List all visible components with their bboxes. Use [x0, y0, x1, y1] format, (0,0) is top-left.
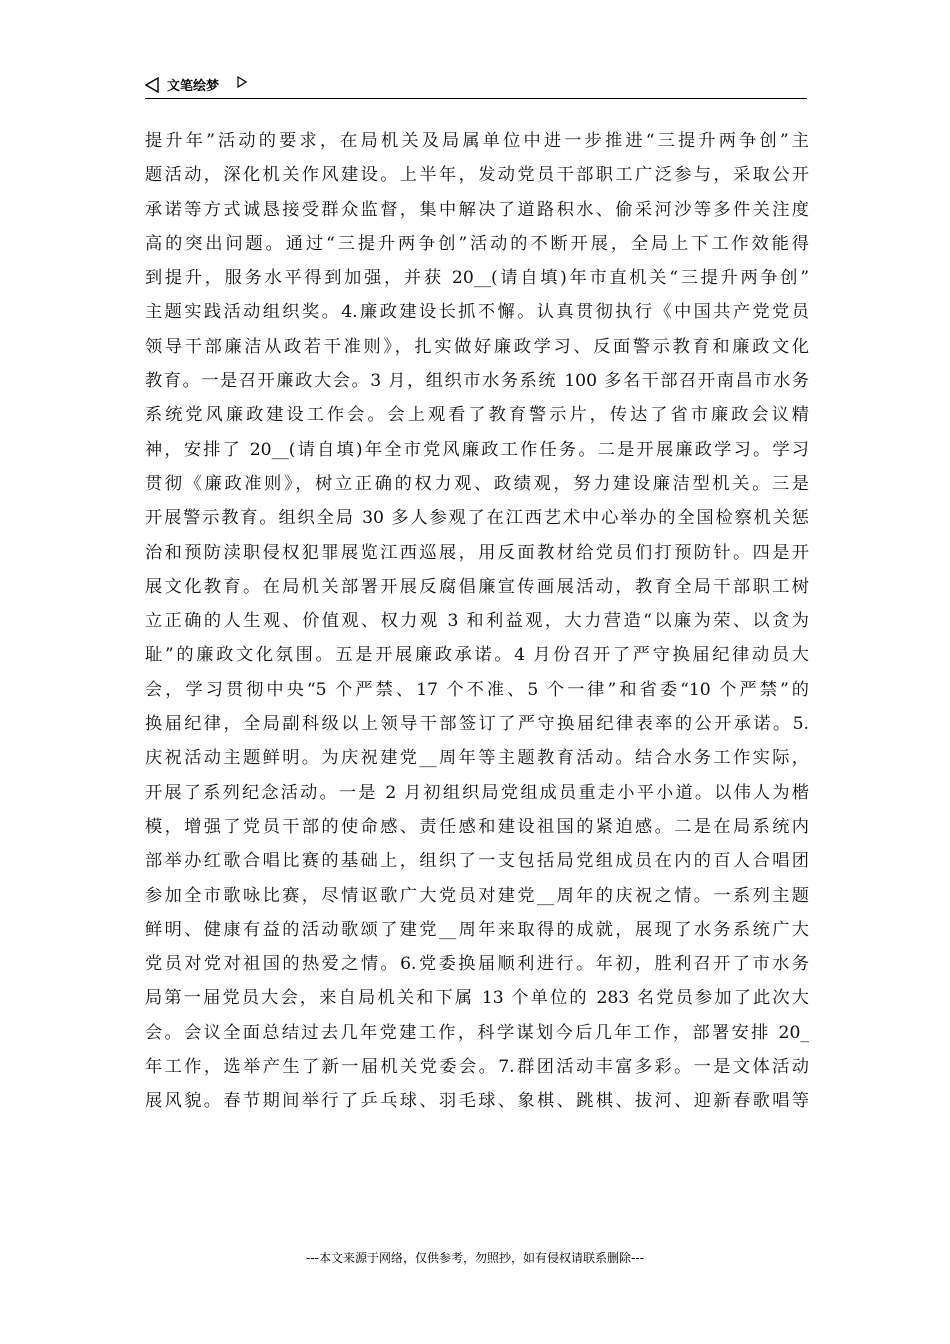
footer-disclaimer: ---本文来源于网络，仅供参考，勿照抄，如有侵权请联系删除---: [306, 1251, 644, 1265]
text-line: 鲜明、健康有益的活动歌颂了建党__周年来取得的成就，展现了水务系统广大: [145, 919, 809, 940]
text-line: 部举办红歌合唱比赛的基础上，组织了一支包括局党组成员在内的百人合唱团: [145, 851, 809, 872]
text-line: 立正确的人生观、价值观、权力观 3 和利益观，大力营造“以廉为荣、以贪为: [145, 611, 809, 632]
text-line: 年工作，选举产生了新一届机关党委会。7.群团活动丰富多彩。一是文体活动: [145, 1057, 809, 1078]
text-line: 参加全市歌咏比赛，尽情讴歌广大党员对建党__周年的庆祝之情。一系列主题: [145, 885, 809, 906]
text-line: 换届纪律，全局副科级以上领导干部签订了严守换届纪律表率的公开承诺。5.: [145, 714, 809, 735]
text-line: 会，学习贯彻中央“5 个严禁、17 个不准、5 个一律”和省委“10 个严禁”的: [145, 679, 809, 700]
text-line: 庆祝活动主题鲜明。为庆祝建党__周年等主题教育活动。结合水务工作实际，: [145, 748, 809, 769]
left-triangle-icon: [145, 77, 159, 93]
text-line: 主题实践活动组织奖。4.廉政建设长抓不懈。认真贯彻执行《中国共产党党员: [145, 302, 809, 323]
text-line: 教育。一是召开廉政大会。3 月，组织市水务系统 100 多名干部召开南昌市水务: [145, 371, 809, 392]
text-line: 高的突出问题。通过“三提升两争创”活动的不断开展，全局上下工作效能得: [145, 233, 809, 254]
text-line: 展文化教育。在局机关部署开展反腐倡廉宣传画展活动，教育全局干部职工树: [145, 576, 809, 597]
text-line: 题活动，深化机关作风建设。上半年，发动党员干部职工广泛参与，采取公开: [145, 165, 809, 186]
text-line: 领导干部廉洁从政若干准则》，扎实做好廉政学习、反面警示教育和廉政文化: [145, 336, 809, 357]
text-line: 模，增强了党员干部的使命感、责任感和建设祖国的紧迫感。二是在局系统内: [145, 816, 809, 837]
text-line: 开展了系列纪念活动。一是 2 月初组织局党组成员重走小平小道。以伟人为楷: [145, 782, 809, 803]
text-line: 到提升，服务水平得到加强，并获 20__(请自填)年市直机关“三提升两争创”: [145, 268, 809, 289]
text-line: 系统党风廉政建设工作会。会上观看了教育警示片，传达了省市廉政会议精: [145, 405, 809, 426]
text-line: 会。会议全面总结过去几年党建工作，科学谋划今后几年工作，部署安排 20_: [145, 1022, 809, 1043]
text-line: 开展警示教育。组织全局 30 多人参观了在江西艺术中心举办的全国检察机关惩: [145, 508, 809, 529]
page-header: [145, 74, 807, 99]
right-triangle-icon: [237, 76, 247, 88]
text-line: 神，安排了 20__(请自填)年全市党风廉政工作任务。二是开展廉政学习。学习: [145, 439, 809, 460]
text-line: 局第一届党员大会，来自局机关和下属 13 个单位的 283 名党员参加了此次大: [145, 988, 809, 1009]
document-body: [145, 124, 809, 1119]
text-line: 贯彻《廉政准则》，树立正确的权力观、政绩观，努力建设廉洁型机关。三是: [145, 473, 809, 494]
text-line: 党员对党对祖国的热爱之情。6.党委换届顺利进行。年初，胜利召开了市水务: [145, 954, 809, 975]
header-brand: 文笔绘梦: [167, 79, 220, 94]
text-line: 提升年”活动的要求，在局机关及局属单位中进一步推进“三提升两争创”主: [145, 131, 809, 151]
text-line: 承诺等方式诚恳接受群众监督，集中解决了道路积水、偷采河沙等多件关注度: [145, 199, 809, 220]
text-line: 展风貌。春节期间举行了乒乓球、羽毛球、象棋、跳棋、拔河、迎新春歌唱等: [145, 1091, 809, 1112]
text-line: 耻”的廉政文化氛围。五是开展廉政承诺。4 月份召开了严守换届纪律动员大: [145, 645, 809, 666]
text-line: 治和预防渎职侵权犯罪展览江西巡展，用反面教材给党员们打预防针。四是开: [145, 542, 809, 563]
